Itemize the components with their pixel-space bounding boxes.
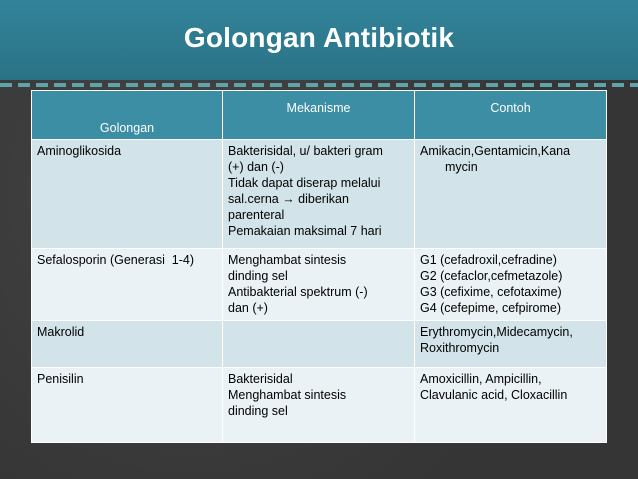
slide-title: Golongan Antibiotik	[183, 22, 455, 53]
cell-line: Bakterisidal	[228, 372, 293, 386]
cell-line: G3 (cefixime, cefotaxime)	[420, 285, 562, 299]
cell-line: dan (+)	[228, 301, 268, 315]
antibiotic-table	[31, 90, 607, 443]
cell-line: (+) dan (-)	[228, 160, 284, 174]
cell-line: G1 (cefadroxil,cefradine)	[420, 253, 557, 267]
cell-line: Menghambat sintesis	[228, 388, 347, 402]
cell-golongan: Sefalosporin (Generasi 1-4)	[32, 249, 223, 321]
table-header-row	[32, 91, 607, 140]
cell-line: sal.cerna → diberikan	[228, 192, 349, 206]
header-contoh: Contoh	[415, 91, 607, 140]
cell-line: dinding sel	[228, 269, 288, 283]
decorative-dash-divider	[0, 83, 638, 87]
cell-line: mycin	[445, 160, 478, 174]
header-golongan: Golongan	[32, 91, 223, 140]
cell-golongan: Makrolid	[32, 321, 223, 368]
cell-line: Tidak dapat diserap melalui	[228, 176, 381, 190]
cell-line: Erythromycin,Midecamycin,	[420, 325, 573, 339]
table-row	[32, 249, 607, 321]
cell-mekanisme	[223, 249, 415, 321]
cell-line: Amoxicillin, Ampicillin,	[420, 372, 542, 386]
cell-mekanisme	[223, 321, 415, 368]
cell-golongan: Penisilin	[32, 368, 223, 443]
cell-line: dinding sel	[228, 404, 288, 418]
table-row	[32, 368, 607, 443]
cell-line: parenteral	[228, 208, 285, 222]
cell-contoh	[415, 321, 607, 368]
cell-line: Menghambat sintesis	[228, 253, 347, 267]
header-mekanisme: Mekanisme	[223, 91, 415, 140]
cell-contoh	[415, 140, 607, 249]
cell-contoh	[415, 249, 607, 321]
cell-line: G4 (cefepime, cefpirome)	[420, 301, 562, 315]
cell-mekanisme	[223, 368, 415, 443]
cell-line: Clavulanic acid, Cloxacillin	[420, 388, 568, 402]
cell-line: Antibakterial spektrum (-)	[228, 285, 368, 299]
cell-mekanisme	[223, 140, 415, 249]
cell-golongan: Aminoglikosida	[32, 140, 223, 249]
table-row	[32, 140, 607, 249]
cell-line: Roxithromycin	[420, 341, 500, 355]
cell-line: Amikacin,Gentamicin,Kana	[420, 144, 571, 158]
cell-line: Bakterisidal, u/ bakteri gram	[228, 144, 383, 158]
cell-line: G2 (cefaclor,cefmetazole)	[420, 269, 563, 283]
table-row	[32, 321, 607, 368]
cell-contoh	[415, 368, 607, 443]
cell-line: Pemakaian maksimal 7 hari	[228, 224, 382, 238]
